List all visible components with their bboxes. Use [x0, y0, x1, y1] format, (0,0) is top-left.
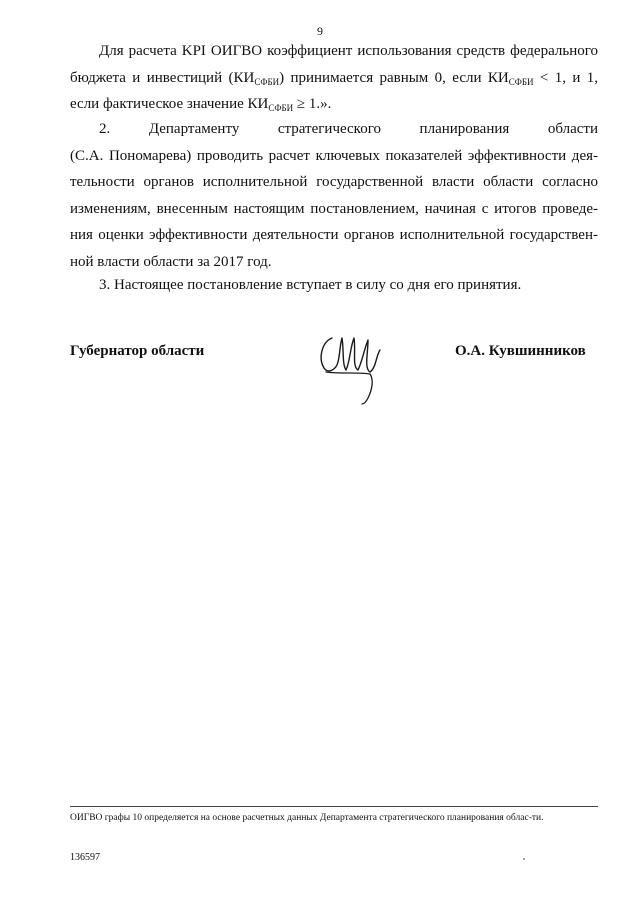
text-fragment: ≥ 1.».: [293, 96, 332, 112]
paragraph-line: Для расчета KPI ОИГВО коэффициент использования средств федерального: [99, 43, 598, 59]
paragraph-line: [70, 65, 598, 92]
governor-title: Губернатор области: [70, 343, 205, 359]
paragraph-kpi-coefficient: [70, 38, 598, 118]
document-code: 136597: [70, 852, 100, 863]
governor-name: О.А. Кувшинников: [455, 343, 586, 359]
subscript: СФБИ: [268, 103, 294, 113]
paragraph-line: 3. Настоящее постановление вступает в силу со дня его принятия.: [99, 277, 522, 293]
footnote-divider: [70, 806, 598, 807]
paragraph-line: [70, 91, 598, 118]
paragraph-department-instruction: [70, 116, 598, 275]
paragraph-line: изменениям, внесенным настоящим постановлением, начиная с итогов проведе-: [70, 200, 598, 217]
scan-speck: [523, 858, 525, 860]
paragraph-line: ной власти области за 2017 год.: [70, 253, 272, 270]
paragraph-entry-into-force: [70, 272, 598, 299]
page-number: 9: [317, 24, 323, 38]
paragraph-line: тельности органов исполнительной государственной власти области согласно: [70, 174, 598, 190]
text-fragment: < 1, и 1,: [533, 69, 598, 86]
paragraph-line: (С.А. Пономарева) проводить расчет ключевых показателей эффективности дея-: [70, 147, 598, 164]
subscript: СФБИ: [254, 76, 280, 87]
footnote-text: ОИГВО графы 10 определяется на основе расчетных данных Департамента стратегического планирования облас-ти.: [70, 813, 544, 823]
text-fragment: если фактическое значение КИ: [70, 96, 269, 112]
paragraph-line: ния оценки эффективности деятельности органов исполнительной государствен-: [70, 227, 598, 243]
text-fragment: бюджета и инвестиций (КИ: [70, 69, 255, 86]
text-fragment: ) принимается равным 0, если КИ: [279, 69, 509, 86]
handwritten-signature: [310, 328, 400, 408]
subscript: СФБИ: [508, 76, 534, 87]
paragraph-line: 2. Департаменту стратегического планирования области: [99, 121, 598, 137]
